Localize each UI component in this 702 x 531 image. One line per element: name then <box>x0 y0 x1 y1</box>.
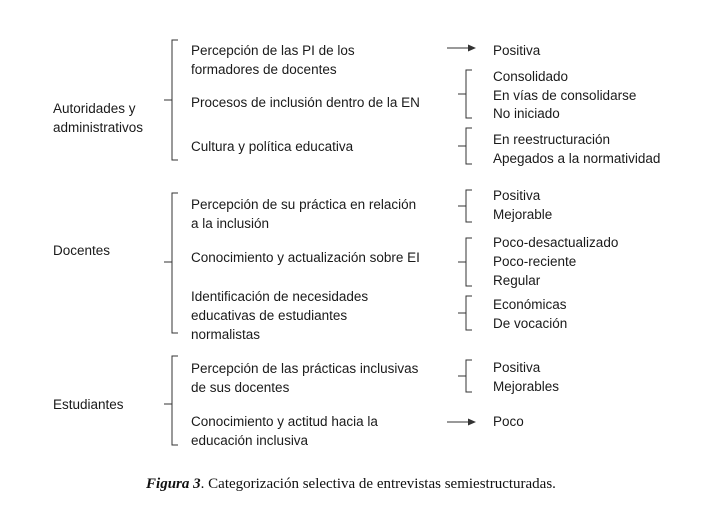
sub-bracket <box>466 238 472 286</box>
subcategory-label: En reestructuración <box>493 132 611 147</box>
group-bracket-autoridades <box>172 40 178 160</box>
category-label: Conocimiento y actitud hacia la educación inclusiva <box>191 414 378 448</box>
subcategory-label: Poco-reciente <box>493 254 577 269</box>
group-label-docentes: Docentes <box>53 243 111 258</box>
subcategory-label: Positiva <box>493 188 541 203</box>
arrow-head-icon <box>468 45 476 52</box>
arrow-head-icon <box>468 419 476 426</box>
subcategory-label: Mejorables <box>493 379 560 394</box>
category-label: Procesos de inclusión dentro de la EN <box>191 95 420 110</box>
subcategory-label: Apegados a la normatividad <box>493 151 661 166</box>
subcategory-label: Regular <box>493 273 541 288</box>
subcategory-label: No iniciado <box>493 106 560 121</box>
group-label-autoridades: Autoridades y administrativos <box>53 101 144 135</box>
category-label: Identificación de necesidades educativas de estudiantes normalistas <box>191 289 369 342</box>
subcategory-label: Positiva <box>493 43 541 58</box>
sub-bracket <box>466 190 472 222</box>
subcategory-label: Mejorable <box>493 207 553 222</box>
group-label-estudiantes: Estudiantes <box>53 397 124 412</box>
category-label: Percepción de las prácticas inclusivas de sus docentes <box>191 361 419 395</box>
sub-bracket <box>466 128 472 164</box>
category-label: Cultura y política educativa <box>191 139 354 154</box>
subcategory-label: Poco <box>493 414 524 429</box>
subcategory-label: Consolidado <box>493 69 569 84</box>
category-label: Percepción de su práctica en relación a la inclusión <box>191 197 417 231</box>
subcategory-label: En vías de consolidarse <box>493 88 637 103</box>
group-bracket-estudiantes <box>172 356 178 445</box>
sub-bracket <box>466 360 472 392</box>
category-label: Conocimiento y actualización sobre EI <box>191 250 420 265</box>
figure-caption-text: . Categorización selectiva de entrevistas semiestructuradas. <box>200 476 556 492</box>
category-label: Percepción de las PI de los formadores de docentes <box>191 43 355 77</box>
subcategory-label: Económicas <box>493 297 567 312</box>
sub-bracket <box>466 70 472 118</box>
subcategory-label: Positiva <box>493 360 541 375</box>
figure-caption-label: Figura 3 <box>146 476 201 492</box>
figure-caption <box>0 476 702 493</box>
subcategory-label: De vocación <box>493 316 568 331</box>
subcategory-label: Poco-desactualizado <box>493 235 619 250</box>
sub-bracket <box>466 296 472 330</box>
group-bracket-docentes <box>172 193 178 333</box>
